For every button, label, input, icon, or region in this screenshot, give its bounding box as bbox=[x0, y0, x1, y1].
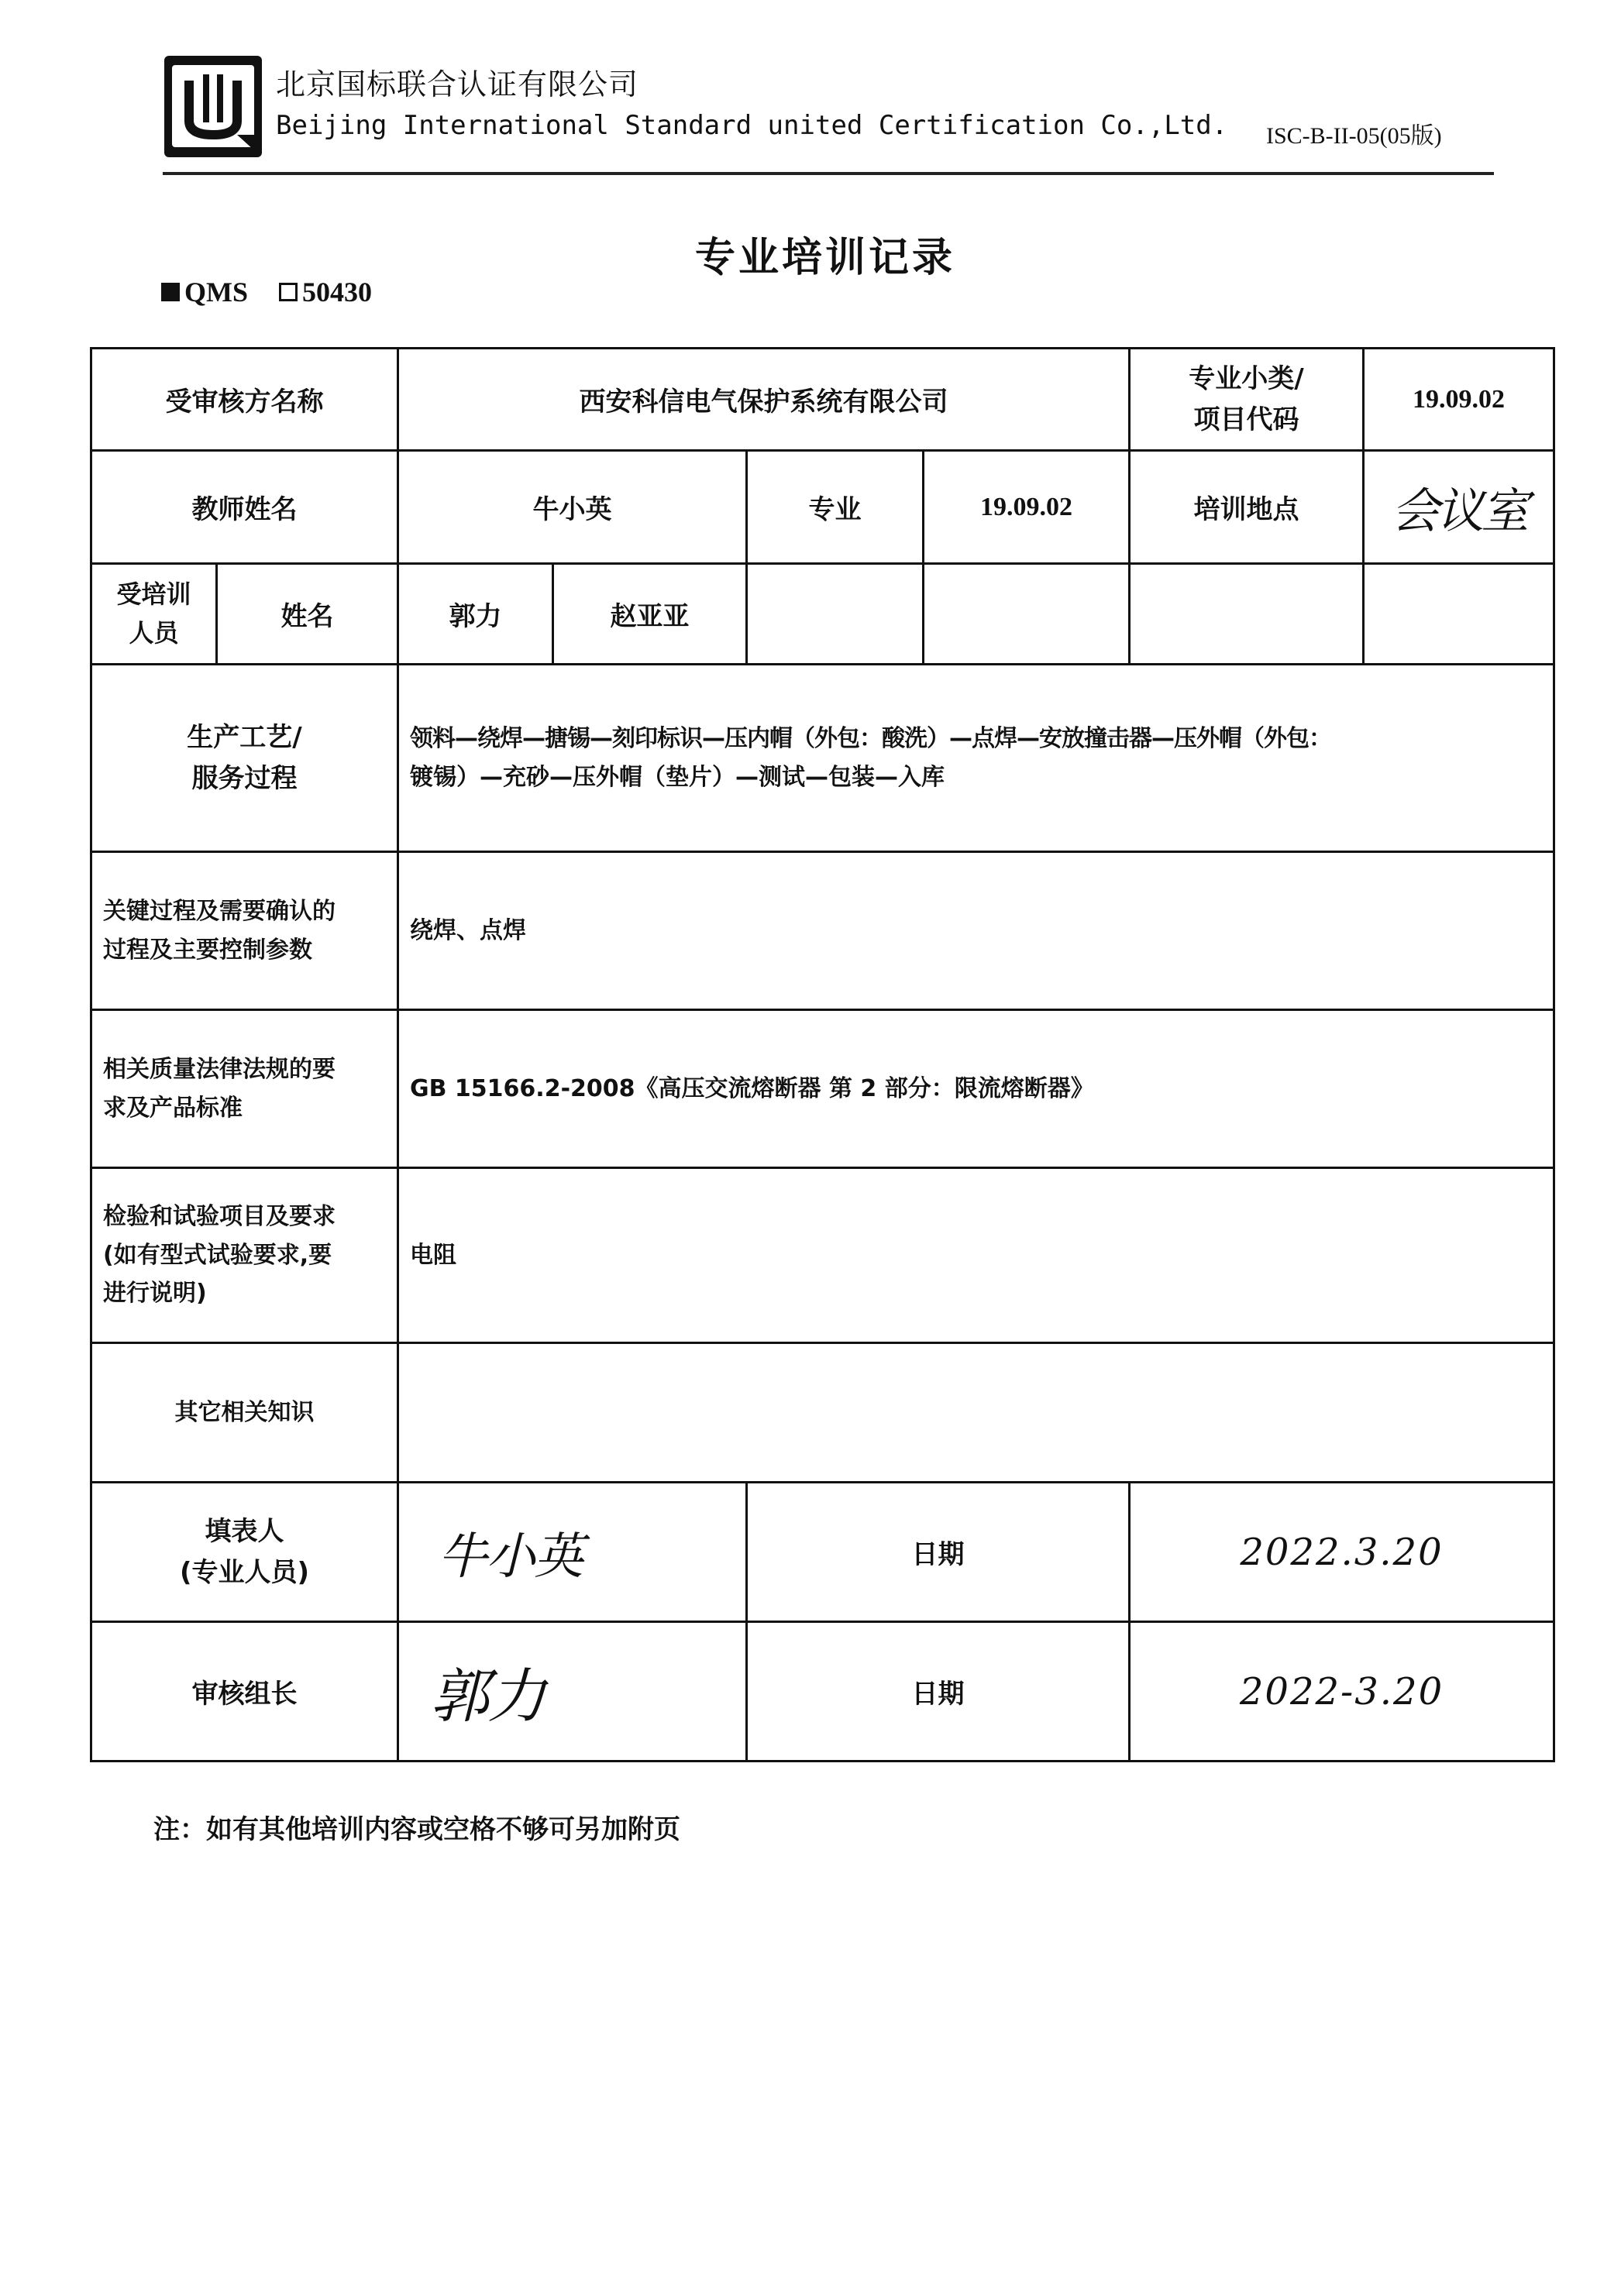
process-label-line2: 服务过程 bbox=[191, 762, 298, 794]
inspection-value: 电阻 bbox=[398, 1168, 1554, 1343]
process-value bbox=[398, 665, 1554, 852]
inspection-label-line1: 检验和试验项目及要求 bbox=[103, 1203, 336, 1231]
form-code: ISC-B-II-05(05版) bbox=[1266, 123, 1442, 149]
filler-label bbox=[91, 1483, 398, 1622]
qms-checkbox[interactable] bbox=[161, 283, 180, 301]
trainee-1: 郭力 bbox=[398, 564, 553, 665]
table-row bbox=[91, 1622, 1554, 1762]
other-knowledge-value bbox=[398, 1343, 1554, 1483]
table-row bbox=[91, 564, 1554, 665]
trainee-2: 赵亚亚 bbox=[553, 564, 747, 665]
filler-label-line2: (专业人员) bbox=[179, 1556, 310, 1588]
audited-party-label: 受审核方名称 bbox=[91, 349, 398, 451]
major-label: 专业 bbox=[747, 451, 924, 564]
qms-label: QMS bbox=[184, 277, 249, 308]
category-label-line2: 项目代码 bbox=[1193, 404, 1299, 435]
training-record-table bbox=[90, 347, 1555, 1762]
reviewer-signature: 郭力 bbox=[398, 1622, 747, 1762]
filler-signature: 牛小英 bbox=[398, 1483, 747, 1622]
table-row bbox=[91, 1168, 1554, 1343]
regulations-label-line2: 求及产品标准 bbox=[103, 1094, 243, 1122]
other-knowledge-label: 其它相关知识 bbox=[91, 1343, 398, 1483]
footnote: 注：如有其他培训内容或空格不够可另加附页 bbox=[153, 1814, 680, 1845]
table-row bbox=[91, 1010, 1554, 1168]
trainees-label-line1: 受培训 bbox=[116, 579, 191, 609]
trainees-label bbox=[91, 564, 217, 665]
table-row bbox=[91, 1343, 1554, 1483]
reviewer-label: 审核组长 bbox=[91, 1622, 398, 1762]
reviewer-date-label: 日期 bbox=[747, 1622, 1130, 1762]
location-handwritten: 会议室 bbox=[1364, 451, 1554, 564]
teacher-value: 牛小英 bbox=[398, 451, 747, 564]
trainee-5-empty bbox=[1130, 564, 1364, 665]
trainee-4-empty bbox=[924, 564, 1130, 665]
company-logo bbox=[163, 54, 263, 159]
key-process-label-line2: 过程及主要控制参数 bbox=[103, 936, 312, 964]
company-name-cn: 北京国标联合认证有限公司 bbox=[276, 67, 639, 101]
key-process-label bbox=[91, 852, 398, 1010]
major-value: 19.09.02 bbox=[924, 451, 1130, 564]
standard-selector bbox=[161, 276, 403, 308]
trainees-label-line2: 人员 bbox=[129, 617, 179, 648]
table-row bbox=[91, 665, 1554, 852]
key-process-label-line1: 关键过程及需要确认的 bbox=[103, 898, 336, 925]
category-label-line1: 专业小类/ bbox=[1189, 363, 1304, 394]
inspection-label bbox=[91, 1168, 398, 1343]
filler-date-handwritten: 2022.3.20 bbox=[1130, 1483, 1554, 1622]
50430-label: 50430 bbox=[302, 277, 373, 308]
company-name-en: Beijing International Standard united Certification Co.,Ltd. bbox=[276, 110, 1228, 141]
process-label bbox=[91, 665, 398, 852]
document-title: 专业培训记录 bbox=[694, 235, 955, 281]
teacher-label: 教师姓名 bbox=[91, 451, 398, 564]
process-value-line1: 领料—绕焊—搪锡—刻印标识—压内帽（外包：酸洗）—点焊—安放撞击器—压外帽（外包： bbox=[410, 725, 1331, 752]
location-label: 培训地点 bbox=[1130, 451, 1364, 564]
category-label bbox=[1130, 349, 1364, 451]
50430-checkbox[interactable] bbox=[279, 283, 298, 301]
standard-option-qms[interactable] bbox=[161, 276, 248, 308]
table-row bbox=[91, 1483, 1554, 1622]
table-row bbox=[91, 349, 1554, 451]
table-row bbox=[91, 451, 1554, 564]
key-process-value: 绕焊、点焊 bbox=[398, 852, 1554, 1010]
inspection-label-line3: 进行说明) bbox=[103, 1280, 207, 1308]
regulations-value: GB 15166.2-2008《高压交流熔断器 第 2 部分：限流熔断器》 bbox=[398, 1010, 1554, 1168]
name-label: 姓名 bbox=[217, 564, 398, 665]
process-label-line1: 生产工艺/ bbox=[187, 721, 302, 753]
audited-party-value: 西安科信电气保护系统有限公司 bbox=[398, 349, 1130, 451]
standard-option-50430[interactable] bbox=[279, 276, 372, 308]
category-value: 19.09.02 bbox=[1364, 349, 1554, 451]
trainee-6-empty bbox=[1364, 564, 1554, 665]
table-row bbox=[91, 852, 1554, 1010]
reviewer-date-handwritten: 2022-3.20 bbox=[1130, 1622, 1554, 1762]
regulations-label bbox=[91, 1010, 398, 1168]
filler-label-line1: 填表人 bbox=[205, 1515, 284, 1547]
process-value-line2: 镀锡）—充砂—压外帽（垫片）—测试—包装—入库 bbox=[410, 763, 945, 791]
trainee-3-empty bbox=[747, 564, 924, 665]
filler-date-label: 日期 bbox=[747, 1483, 1130, 1622]
header-divider bbox=[163, 172, 1494, 175]
regulations-label-line1: 相关质量法律法规的要 bbox=[103, 1056, 336, 1083]
inspection-label-line2: (如有型式试验要求,要 bbox=[103, 1241, 332, 1269]
